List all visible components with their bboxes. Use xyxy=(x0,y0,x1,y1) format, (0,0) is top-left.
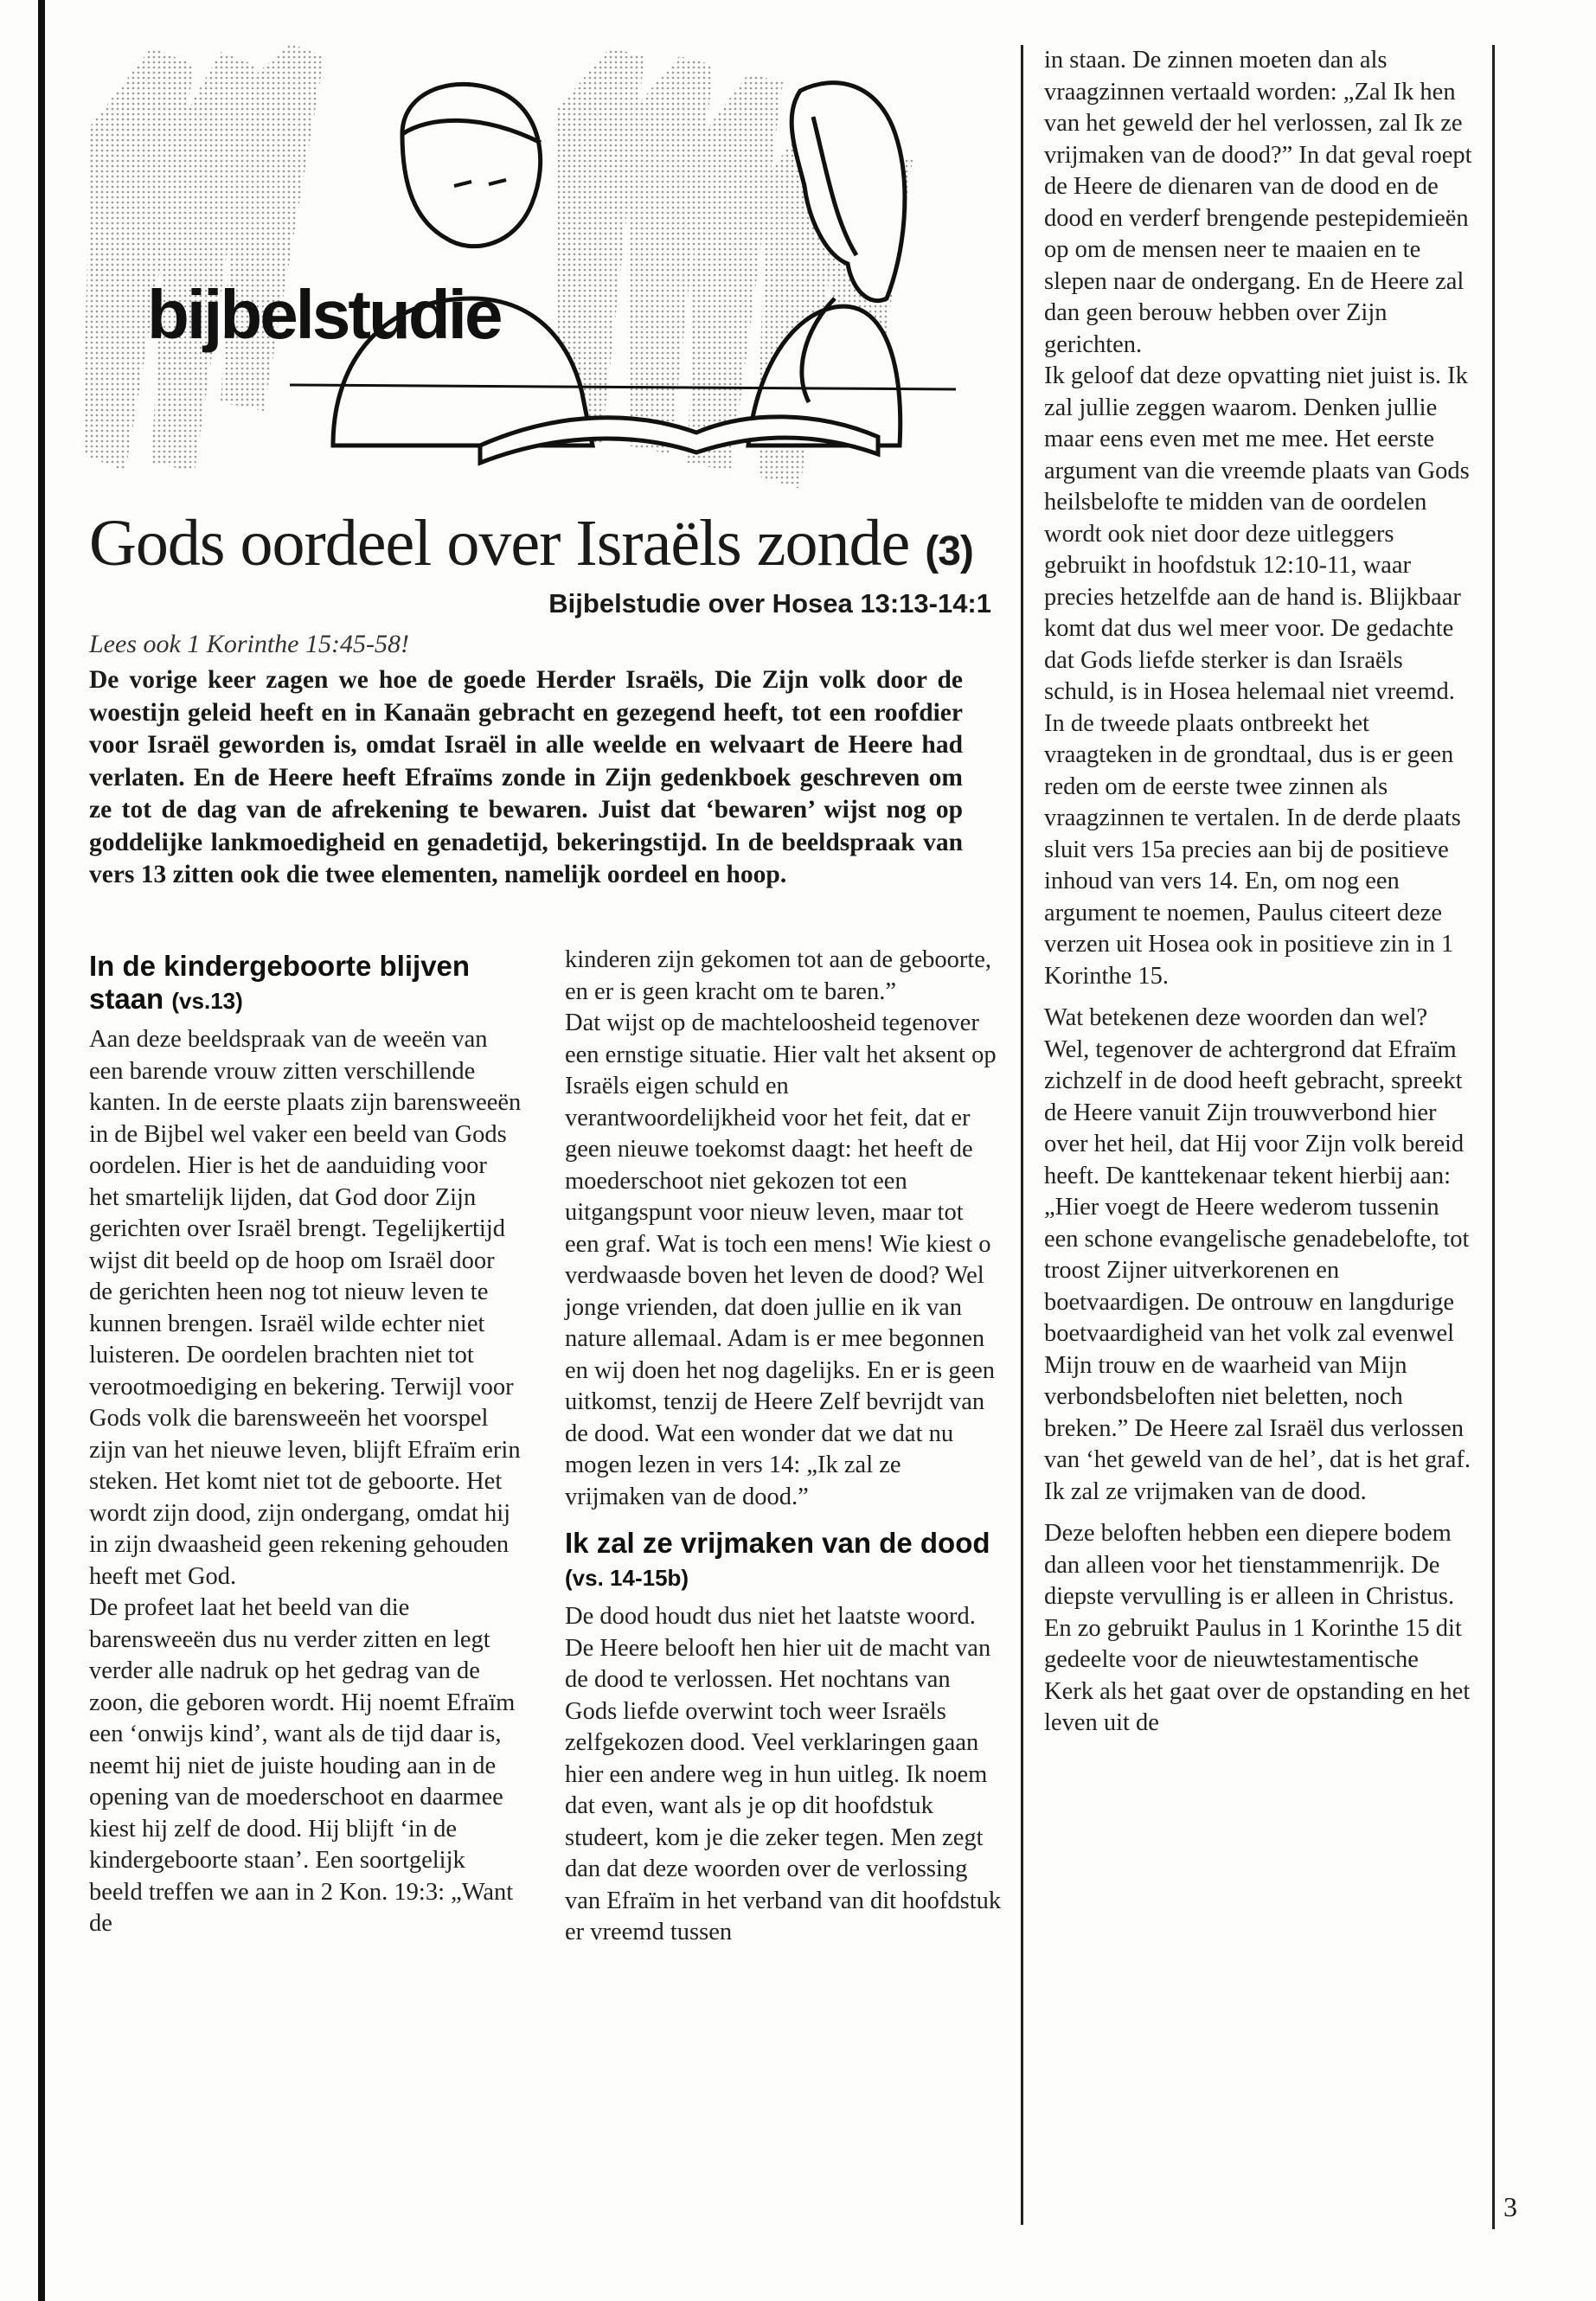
section-heading-2-text: Ik zal ze vrijmaken van de dood xyxy=(565,1527,990,1559)
paragraph: Wat betekenen deze woorden dan wel? Wel, tegenover de achtergrond dat Efraïm zichzelf in de dood heeft gebracht, spreekt de Heere vanuit Zijn trouwverbond hier over het heil, dat Hij voor Zijn volk bereid heeft. De kanttekenaar tekent hierbij aan: „Hier voegt de Heere wederom tussenin een schone evangelische genadebelofte, tot troost Zijner uitverkorenen en boetvaardigen. De ontrouw en langdurige boetvaardigheid van het volk zal evenwel Mijn trouw en de waarheid van Mijn verbondsbeloften niet beletten, noch breken.” De Heere zal Israël dus verlossen van ‘het geweld van de hel’, dat is het graf. Ik zal ze vrijmaken van de dood. xyxy=(1044,1004,1471,1505)
paragraph: De dood houdt dus niet het laatste woord. De Heere belooft hen hier uit de macht van de dood te verlossen. Het nochtans van Gods liefde overwint toch weer Israëls zelfgekozen dood. Veel verklaringen gaan hier een andere weg in hun uitleg. Ik noem dat even, want als je op dit hoofdstuk studeert, kom je die zeker tegen. Men zegt dan dat deze woorden over de verlossing van Efraïm in het verband van dit hoofdstuk er vreemd tussen xyxy=(565,1603,1002,1945)
page-number: 3 xyxy=(1503,2191,1517,2222)
title-part-number: (3) xyxy=(925,529,973,574)
column-1 xyxy=(89,950,522,1940)
reading-reference: Lees ook 1 Korinthe 15:45-58! xyxy=(89,630,409,658)
article-subtitle: Bijbelstudie over Hosea 13:13-14:1 xyxy=(548,588,991,619)
paragraph: Ik geloof dat deze opvatting niet juist is. Ik zal jullie zeggen waarom. Denken jullie maar eens even met me mee. Het eerste argument van die vreemde plaats van Gods heilsbelofte te midden van de oordelen wordt ook niet door deze uitleggers gebruikt in hoofdstuk 12:10-11, waar precies hetzelfde aan de hand is. Blijkbaar komt dat dus wel meer voor. De gedachte dat Gods liefde sterker is dan Israëls schuld, is in Hosea helemaal niet vreemd. In de tweede plaats ontbreekt het vraagteken in de grondtaal, dus is er geen reden om de eerste twee zinnen als vraagzinnen te vertalen. In de derde plaats sluit vers 15a precies aan bij de positieve inhoud van vers 14. En, om nog een argument te noemen, Paulus citeert deze verzen uit Hosea ook in positieve zin in 1 Korinthe 15. xyxy=(1044,362,1470,990)
paragraph: Aan deze beeldspraak van de weeën van een barende vrouw zitten verschillende kanten. In de eerste plaats zijn barensweeën in de Bijbel wel vaker een beeld van Gods oordelen. Hier is het de aanduiding voor het smartelijk lijden, dat God door Zijn gerichten over Israël brengt. Tegelijkertijd wijst dit beeld op de hoop om Israël door de gerichten heen nog tot nieuw leven te kunnen brengen. Israël wilde echter niet luisteren. De oordelen brachten niet tot verootmoediging en bekering. Terwijl voor Gods volk die barensweeën het voorspel zijn van het nieuwe leven, blijft Efraïm erin steken. Het komt niet tot de geboorte. Het wordt zijn dood, zijn ondergang, omdat hij in zijn dwaasheid geen rekening gehouden heeft met God. xyxy=(89,1026,522,1590)
paragraph: De profeet laat het beeld van die barensweeën dus nu verder zitten en legt verder alle nadruk op het gedrag van de zoon, die geboren wordt. Hij noemt Efraïm een ‘onwijs kind’, want als de tijd daar is, neemt hij niet de juiste houding aan in de opening van de moederschoot en daarmee kiest hij zelf de dood. Hij blijft ‘in de kindergeboorte staan’. Een soortgelijk beeld treffen we aan in 2 Kon. 19:3: „Want de xyxy=(89,1594,516,1937)
paragraph: Deze beloften hebben een diepere bodem dan alleen voor het tienstammenrijk. De diepste vervulling is er alleen in Christus. En zo gebruikt Paulus in 1 Korinthe 15 dit gedeelte voor de nieuwtestamentische Kerk als het gaat over de opstanding en het leven uit de xyxy=(1044,1520,1471,1736)
binding-edge xyxy=(38,0,45,2301)
section-heading-2 xyxy=(565,1527,1002,1594)
figure-boy xyxy=(333,84,593,445)
column-3 xyxy=(1044,45,1472,1740)
column-rule-right xyxy=(1492,45,1495,2229)
paragraph: in staan. De zinnen moeten dan als vraagzinnen vertaald worden: „Zal Ik hen van het geweld der hel verlossen, zal Ik ze vrijmaken van de dood?” In dat geval roept de Heere de dienaren van de dood en de dood en verderf brengende pestepidemieën op om de mensen neer te maaien en te slepen naar de ondergang. En de Heere zal dan geen berouw hebben over Zijn gerichten. xyxy=(1044,47,1472,358)
title-main: Gods oordeel over Israëls zonde xyxy=(89,507,910,580)
section-heading-1 xyxy=(89,950,522,1017)
column-2 xyxy=(565,945,1002,1949)
section-heading-1-verse: (vs.13) xyxy=(171,988,243,1014)
section-heading-1-text: In de kindergeboorte blijven staan xyxy=(89,950,471,1015)
article-title xyxy=(89,506,973,581)
paragraph: Dat wijst op de machteloosheid tegenover een ernstige situatie. Hier valt het aksent op Israëls eigen schuld en verantwoordelijkheid voor het feit, dat er geen nieuwe toekomst daagt: het heeft de moederschoot niet gekozen tot een uitgangspunt voor nieuw leven, maar tot een graf. Wat is toch een mens! Wie kiest o verdwaasde boven het leven de dood? Wel jonge vrienden, dat doen jullie en ik van nature allemaal. Adam is er mee begonnen en wij doen het nog dagelijks. En er is geen uitkomst, tenzij de Heere Zelf bevrijdt van de dood. Wat een wonder dat we dat nu mogen lezen in vers 14: „Ik zal ze vrijmaken van de dood.” xyxy=(565,1009,997,1510)
header-illustration xyxy=(74,39,1008,493)
column-rule-left xyxy=(1021,45,1023,2225)
intro-paragraph: De vorige keer zagen we hoe de goede Herder Israëls, Die Zijn volk door de woestijn geleid heeft en in Kanaän gebracht en gezegend heeft, tot een roofdier voor Israël geworden is, omdat Israël in alle weelde en welvaart de Heere had verlaten. En de Heere heeft Efraïms zonde in Zijn gedenkboek geschreven om ze tot de dag van de afrekening te bewaren. Juist dat ‘bewaren’ wijst nog op goddelijke lankmoedigheid en genadetijd, bekeringstijd. In de beeldspraak van vers 13 zitten ook die twee elementen, namelijk oordeel en hoop. xyxy=(89,666,963,888)
section-banner: bijbelstudie xyxy=(147,276,501,353)
section-heading-2-verse: (vs. 14-15b) xyxy=(565,1565,689,1591)
paragraph: kinderen zijn gekomen tot aan de geboorte, en er is geen kracht om te baren.” xyxy=(565,946,992,1005)
